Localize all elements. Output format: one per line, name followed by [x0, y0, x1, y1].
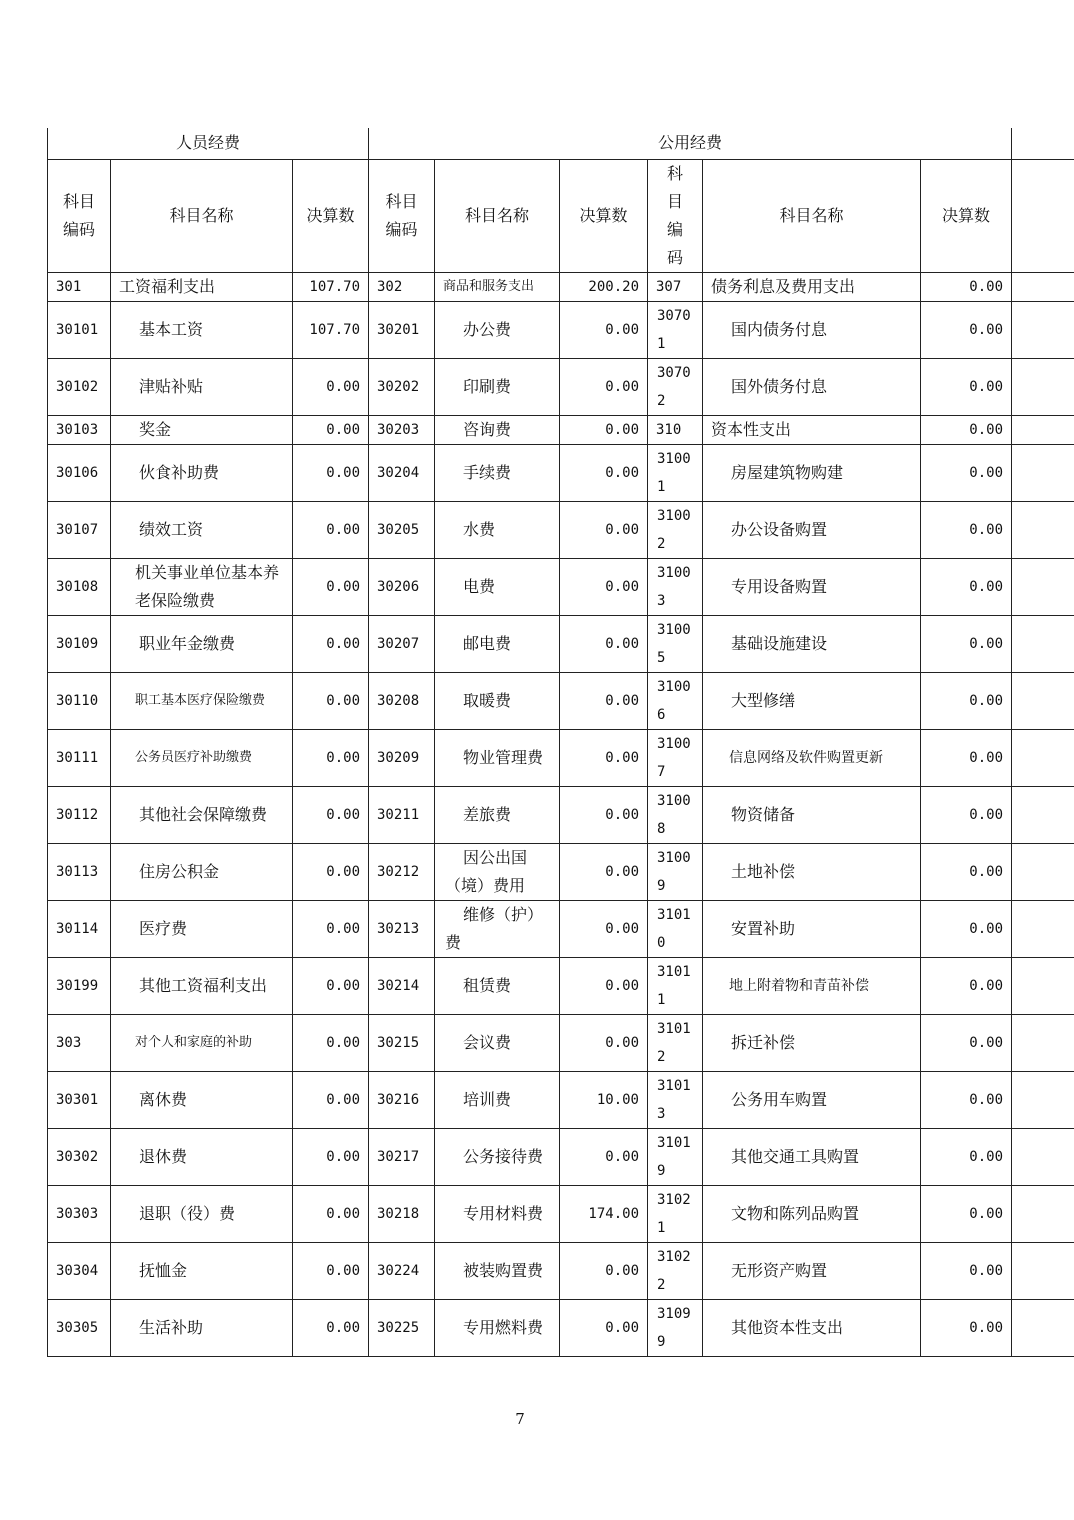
amount-cell: 0.00: [921, 558, 1012, 615]
edge-cell: [1012, 1242, 1074, 1299]
edge-cell: [1012, 1014, 1074, 1071]
amount-cell: 0.00: [560, 1299, 648, 1356]
amount-cell: 0.00: [293, 501, 369, 558]
name-cell: 其他交通工具购置: [703, 1128, 921, 1185]
edge-cell: [1012, 415, 1074, 444]
table-row: [48, 415, 1074, 444]
edge-cell: [1012, 501, 1074, 558]
name-cell: 水费: [435, 501, 560, 558]
code-cell: 30201: [369, 301, 435, 358]
expense-table: [47, 128, 1074, 1357]
name-cell: 商品和服务支出: [435, 272, 560, 301]
amount-cell: 0.00: [293, 444, 369, 501]
code-cell: 31099: [648, 1299, 703, 1356]
name-cell: 信息网络及软件购置更新: [703, 729, 921, 786]
name-cell: 会议费: [435, 1014, 560, 1071]
name-cell: 资本性支出: [703, 415, 921, 444]
code-cell: 30211: [369, 786, 435, 843]
name-cell: 退休费: [111, 1128, 293, 1185]
amount-cell: 0.00: [921, 1071, 1012, 1128]
table-row: [48, 672, 1074, 729]
group-header-personnel: 人员经费: [48, 128, 369, 159]
name-cell: 债务利息及费用支出: [703, 272, 921, 301]
header-name: 科目名称: [435, 159, 560, 272]
code-cell: 31022: [648, 1242, 703, 1299]
name-cell: 物资储备: [703, 786, 921, 843]
header-code: 科目 编码: [369, 159, 435, 272]
code-cell: 30702: [648, 358, 703, 415]
amount-cell: 0.00: [293, 1185, 369, 1242]
name-cell: 被装购置费: [435, 1242, 560, 1299]
code-cell: 30111: [48, 729, 111, 786]
code-cell: 31019: [648, 1128, 703, 1185]
table-row: [48, 301, 1074, 358]
code-cell: 30302: [48, 1128, 111, 1185]
name-cell: 职工基本医疗保险缴费: [111, 672, 293, 729]
name-cell: 公务用车购置: [703, 1071, 921, 1128]
name-cell: 邮电费: [435, 615, 560, 672]
name-cell: 退职（役）费: [111, 1185, 293, 1242]
header-amount: 决算数: [921, 159, 1012, 272]
amount-cell: 0.00: [921, 1299, 1012, 1356]
code-cell: 31001: [648, 444, 703, 501]
amount-cell: 0.00: [293, 415, 369, 444]
edge-cell: [1012, 843, 1074, 900]
name-cell: 地上附着物和青苗补偿: [703, 957, 921, 1014]
code-cell: 30203: [369, 415, 435, 444]
table-row: [48, 615, 1074, 672]
code-cell: 30304: [48, 1242, 111, 1299]
name-cell: 生活补助: [111, 1299, 293, 1356]
code-cell: 30212: [369, 843, 435, 900]
code-cell: 30225: [369, 1299, 435, 1356]
name-cell: 职业年金缴费: [111, 615, 293, 672]
edge-cell: [1012, 900, 1074, 957]
edge-cell: [1012, 444, 1074, 501]
name-cell: 绩效工资: [111, 501, 293, 558]
edge-cell: [1012, 558, 1074, 615]
name-cell: 国外债务付息: [703, 358, 921, 415]
amount-cell: 0.00: [921, 501, 1012, 558]
amount-cell: 0.00: [293, 558, 369, 615]
code-cell: 30101: [48, 301, 111, 358]
amount-cell: 0.00: [921, 301, 1012, 358]
code-cell: 30301: [48, 1071, 111, 1128]
page-number: 7: [515, 1410, 525, 1428]
name-cell: 办公费: [435, 301, 560, 358]
amount-cell: 0.00: [293, 843, 369, 900]
code-cell: 30110: [48, 672, 111, 729]
code-cell: 30209: [369, 729, 435, 786]
code-cell: 310: [648, 415, 703, 444]
table-row: [48, 1128, 1074, 1185]
amount-cell: 0.00: [560, 501, 648, 558]
header-name: 科目名称: [111, 159, 293, 272]
name-cell: 国内债务付息: [703, 301, 921, 358]
code-cell: 31005: [648, 615, 703, 672]
name-cell: 因公出国（境）费用: [435, 843, 560, 900]
name-cell: 维修（护）费: [435, 900, 560, 957]
name-cell: 医疗费: [111, 900, 293, 957]
code-cell: 30106: [48, 444, 111, 501]
code-cell: 31007: [648, 729, 703, 786]
amount-cell: 10.00: [560, 1071, 648, 1128]
edge-cell: [1012, 1299, 1074, 1356]
edge-cell: [1012, 1128, 1074, 1185]
table-row: [48, 444, 1074, 501]
code-cell: 31006: [648, 672, 703, 729]
table-row: [48, 1185, 1074, 1242]
group-header-public: 公用经费: [369, 128, 1012, 159]
amount-cell: 0.00: [560, 957, 648, 1014]
amount-cell: 0.00: [560, 415, 648, 444]
code-cell: 30202: [369, 358, 435, 415]
name-cell: 电费: [435, 558, 560, 615]
amount-cell: 0.00: [293, 1071, 369, 1128]
code-cell: 301: [48, 272, 111, 301]
name-cell: 文物和陈列品购置: [703, 1185, 921, 1242]
code-cell: 31011: [648, 957, 703, 1014]
edge-cell: [1012, 615, 1074, 672]
amount-cell: 0.00: [921, 957, 1012, 1014]
name-cell: 咨询费: [435, 415, 560, 444]
amount-cell: 0.00: [293, 729, 369, 786]
code-cell: 31003: [648, 558, 703, 615]
edge-cell: [1012, 128, 1074, 159]
table-row: [48, 729, 1074, 786]
table-row: [48, 900, 1074, 957]
amount-cell: 0.00: [560, 900, 648, 957]
amount-cell: 0.00: [921, 843, 1012, 900]
name-cell: 租赁费: [435, 957, 560, 1014]
amount-cell: 0.00: [560, 358, 648, 415]
name-cell: 差旅费: [435, 786, 560, 843]
code-cell: 30204: [369, 444, 435, 501]
code-cell: 30305: [48, 1299, 111, 1356]
amount-cell: 0.00: [921, 615, 1012, 672]
name-cell: 津贴补贴: [111, 358, 293, 415]
code-cell: 30224: [369, 1242, 435, 1299]
code-cell: 31009: [648, 843, 703, 900]
amount-cell: 0.00: [921, 729, 1012, 786]
table-row: [48, 558, 1074, 615]
code-cell: 31012: [648, 1014, 703, 1071]
code-cell: 30216: [369, 1071, 435, 1128]
name-cell: 安置补助: [703, 900, 921, 957]
name-cell: 奖金: [111, 415, 293, 444]
code-cell: 31008: [648, 786, 703, 843]
amount-cell: 0.00: [560, 786, 648, 843]
name-cell: 大型修缮: [703, 672, 921, 729]
amount-cell: 0.00: [293, 786, 369, 843]
amount-cell: 0.00: [293, 672, 369, 729]
code-cell: 30102: [48, 358, 111, 415]
table-row: [48, 272, 1074, 301]
amount-cell: 0.00: [921, 1242, 1012, 1299]
amount-cell: 0.00: [293, 1299, 369, 1356]
header-amount: 决算数: [293, 159, 369, 272]
code-cell: 30303: [48, 1185, 111, 1242]
amount-cell: 0.00: [921, 272, 1012, 301]
amount-cell: 0.00: [921, 786, 1012, 843]
name-cell: 取暖费: [435, 672, 560, 729]
amount-cell: 0.00: [293, 957, 369, 1014]
code-cell: 30205: [369, 501, 435, 558]
code-cell: 30215: [369, 1014, 435, 1071]
code-cell: 30108: [48, 558, 111, 615]
code-cell: 30207: [369, 615, 435, 672]
edge-cell: [1012, 301, 1074, 358]
name-cell: 物业管理费: [435, 729, 560, 786]
amount-cell: 0.00: [921, 1128, 1012, 1185]
name-cell: 专用设备购置: [703, 558, 921, 615]
table-row: [48, 501, 1074, 558]
name-cell: 印刷费: [435, 358, 560, 415]
edge-cell: [1012, 672, 1074, 729]
amount-cell: 0.00: [560, 1128, 648, 1185]
name-cell: 对个人和家庭的补助: [111, 1014, 293, 1071]
amount-cell: 0.00: [560, 729, 648, 786]
header-name: 科目名称: [703, 159, 921, 272]
code-cell: 302: [369, 272, 435, 301]
code-cell: 30199: [48, 957, 111, 1014]
edge-cell: [1012, 272, 1074, 301]
code-cell: 30206: [369, 558, 435, 615]
table-row: [48, 1071, 1074, 1128]
table-row: [48, 786, 1074, 843]
amount-cell: 0.00: [921, 900, 1012, 957]
name-cell: 工资福利支出: [111, 272, 293, 301]
name-cell: 其他工资福利支出: [111, 957, 293, 1014]
amount-cell: 200.20: [560, 272, 648, 301]
code-cell: 30107: [48, 501, 111, 558]
edge-cell: [1012, 1071, 1074, 1128]
amount-cell: 0.00: [293, 1242, 369, 1299]
name-cell: 房屋建筑物购建: [703, 444, 921, 501]
code-cell: 31013: [648, 1071, 703, 1128]
amount-cell: 0.00: [560, 843, 648, 900]
code-cell: 30208: [369, 672, 435, 729]
code-cell: 30103: [48, 415, 111, 444]
table-row: [48, 843, 1074, 900]
name-cell: 土地补偿: [703, 843, 921, 900]
code-cell: 30218: [369, 1185, 435, 1242]
edge-cell: [1012, 957, 1074, 1014]
name-cell: 拆迁补偿: [703, 1014, 921, 1071]
code-cell: 31010: [648, 900, 703, 957]
edge-cell: [1012, 159, 1074, 272]
code-cell: 30114: [48, 900, 111, 957]
name-cell: 抚恤金: [111, 1242, 293, 1299]
amount-cell: 174.00: [560, 1185, 648, 1242]
header-amount: 决算数: [560, 159, 648, 272]
header-code-vertical: 科 目 编 码: [648, 159, 703, 272]
amount-cell: 107.70: [293, 272, 369, 301]
amount-cell: 0.00: [921, 358, 1012, 415]
name-cell: 离休费: [111, 1071, 293, 1128]
amount-cell: 0.00: [560, 558, 648, 615]
name-cell: 公务员医疗补助缴费: [111, 729, 293, 786]
code-cell: 30109: [48, 615, 111, 672]
table-row: [48, 1299, 1074, 1356]
code-cell: 31021: [648, 1185, 703, 1242]
table-row: [48, 358, 1074, 415]
edge-cell: [1012, 358, 1074, 415]
amount-cell: 0.00: [560, 1242, 648, 1299]
header-code: 科目 编码: [48, 159, 111, 272]
name-cell: 无形资产购置: [703, 1242, 921, 1299]
name-cell: 住房公积金: [111, 843, 293, 900]
name-cell: 其他社会保障缴费: [111, 786, 293, 843]
name-cell: 伙食补助费: [111, 444, 293, 501]
code-cell: 307: [648, 272, 703, 301]
name-cell: 培训费: [435, 1071, 560, 1128]
code-cell: 30701: [648, 301, 703, 358]
table-row: [48, 1242, 1074, 1299]
amount-cell: 0.00: [560, 1014, 648, 1071]
code-cell: 30213: [369, 900, 435, 957]
code-cell: 30217: [369, 1128, 435, 1185]
amount-cell: 0.00: [921, 444, 1012, 501]
amount-cell: 0.00: [293, 1014, 369, 1071]
name-cell: 基础设施建设: [703, 615, 921, 672]
amount-cell: 0.00: [560, 615, 648, 672]
code-cell: 30112: [48, 786, 111, 843]
amount-cell: 0.00: [293, 615, 369, 672]
name-cell: 其他资本性支出: [703, 1299, 921, 1356]
name-cell: 基本工资: [111, 301, 293, 358]
code-cell: 31002: [648, 501, 703, 558]
name-cell: 专用材料费: [435, 1185, 560, 1242]
amount-cell: 107.70: [293, 301, 369, 358]
amount-cell: 0.00: [293, 900, 369, 957]
name-cell: 公务接待费: [435, 1128, 560, 1185]
name-cell: 办公设备购置: [703, 501, 921, 558]
amount-cell: 0.00: [560, 444, 648, 501]
amount-cell: 0.00: [921, 415, 1012, 444]
amount-cell: 0.00: [921, 672, 1012, 729]
code-cell: 303: [48, 1014, 111, 1071]
name-cell: 机关事业单位基本养老保险缴费: [111, 558, 293, 615]
name-cell: 专用燃料费: [435, 1299, 560, 1356]
code-cell: 30214: [369, 957, 435, 1014]
edge-cell: [1012, 1185, 1074, 1242]
amount-cell: 0.00: [560, 301, 648, 358]
edge-cell: [1012, 729, 1074, 786]
table-row: [48, 1014, 1074, 1071]
amount-cell: 0.00: [560, 672, 648, 729]
edge-cell: [1012, 786, 1074, 843]
amount-cell: 0.00: [293, 1128, 369, 1185]
amount-cell: 0.00: [921, 1185, 1012, 1242]
table-row: [48, 957, 1074, 1014]
amount-cell: 0.00: [921, 1014, 1012, 1071]
code-cell: 30113: [48, 843, 111, 900]
amount-cell: 0.00: [293, 358, 369, 415]
name-cell: 手续费: [435, 444, 560, 501]
